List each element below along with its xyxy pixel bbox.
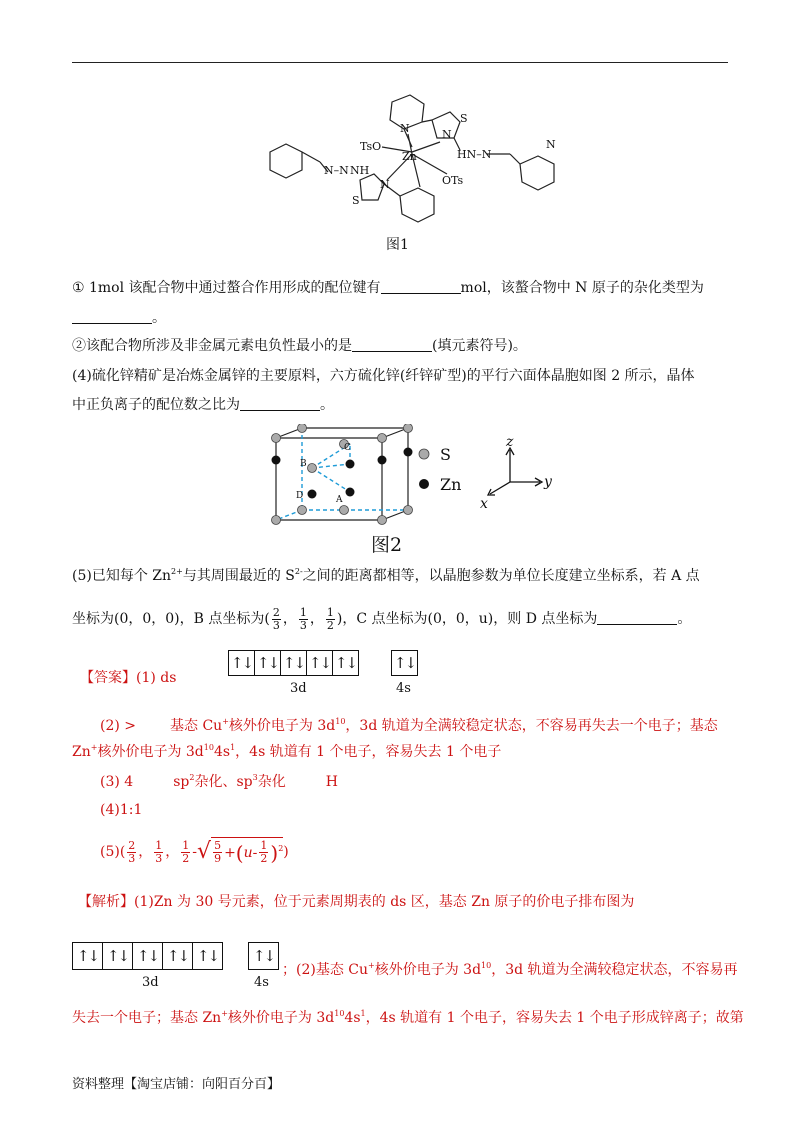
fig2-legend-zn: Zn	[440, 475, 462, 494]
orbital-box: ↑↓	[334, 654, 357, 672]
analysis-orbital-3d	[72, 942, 223, 970]
q1-line3: ②该配合物所涉及非金属元素电负性最小的是 (填元素符号)。	[72, 338, 527, 354]
answer-line1: 【答案】(1) ds	[80, 670, 177, 686]
orbital-box: ↑↓	[252, 947, 275, 965]
fig1-label-s-lower: S	[352, 194, 360, 207]
fig2-point-a: A	[336, 495, 343, 505]
analysis-orbital-4s	[248, 942, 279, 970]
fig2-axis-y: y	[544, 474, 552, 490]
fig2-axis-z: z	[506, 434, 514, 450]
fig1-label-ots: OTs	[442, 174, 464, 187]
q4-line1: (4)硫化锌精矿是冶炼金属锌的主要原料，六方硫化锌(纤锌矿型)的平行六面体晶胞如图 2 所示，晶体	[72, 368, 695, 384]
orbital-diagram-3d	[228, 650, 359, 676]
fig2-legend-s: S	[440, 445, 451, 464]
orbital-box: ↑↓	[133, 943, 163, 969]
orbital-box: ↑↓	[196, 947, 219, 965]
orbital-box: ↑↓	[103, 943, 133, 969]
analysis-label-3d: 3d	[142, 975, 159, 990]
analysis-line2: ；(2)基态 Cu+核外价电子为 $3d^{10}$，3d 轨道为全满较稳定状态，不容易再	[282, 961, 738, 978]
orbital-label-3d: 3d	[290, 681, 307, 696]
fraction: $\frac{2}{3}$	[272, 605, 280, 632]
q5-line2: 坐标为(0，0，0)，B 点坐标为( $\frac{2}{3}$ ， $\frac{1}{3}$ ， $\frac{1}{2}$ )，C 点坐标为(0，0，u)，则 D 点坐标为 。	[72, 605, 692, 632]
fig2-point-d: D	[296, 491, 304, 501]
fig2-point-c: C	[344, 443, 351, 453]
figure-2-unit-cell	[262, 424, 572, 532]
answer-blank[interactable]	[597, 610, 677, 625]
fig1-label-hnn: HN–N	[457, 148, 492, 161]
sqrt-sign: √	[197, 839, 212, 864]
fig2-point-b: B	[300, 459, 307, 469]
header-rule	[72, 62, 728, 63]
q4-line2: 中正负离子的配位数之比为 。	[72, 397, 334, 413]
orbital-box: ↑↓	[281, 651, 307, 675]
analysis-tag: 【解析】	[78, 894, 134, 910]
orbital-box: ↑↓	[255, 651, 281, 675]
answer-blank[interactable]	[72, 309, 152, 324]
analysis-line3: 失去一个电子；基态 Zn+核外价电子为 $3d^{10}4s^1$，4s 轨道有 1 个电子，容易失去 1 个电子形成锌离子；故第	[72, 1009, 744, 1026]
fig1-label-tso: TsO	[360, 140, 382, 153]
analysis-label-4s: 4s	[254, 975, 269, 990]
answer-blank[interactable]	[240, 396, 320, 411]
fig1-label-zn: Zn	[402, 150, 417, 163]
fig1-label-n-upper: N	[400, 122, 410, 135]
fraction: $\frac{1}{2}$	[260, 839, 268, 865]
fraction: $\frac{5}{9}$	[214, 839, 222, 865]
fig1-label-n-right: N	[546, 138, 556, 151]
fig1-label-n-thiazole: N	[442, 128, 452, 141]
figure-1-structure	[262, 92, 562, 252]
orbital-diagram-4s	[391, 650, 418, 676]
fig1-label-s-upper: S	[460, 112, 468, 125]
answer-line4: (3) 4 $sp^2$杂化、$sp^3$杂化 H	[100, 773, 338, 790]
answer-blank[interactable]	[352, 337, 432, 352]
orbital-box: ↑↓	[393, 654, 416, 672]
answer-line2: (2) > 基态 Cu+核外价电子为 $3d^{10}$，3d 轨道为全满较稳定状态，不容易再失去一个电子；基态	[100, 717, 718, 734]
fraction: $\frac{1}{3}$	[299, 605, 307, 632]
fig2-axis-x: x	[480, 496, 488, 512]
orbital-box: ↑↓	[229, 651, 255, 675]
q1-line2: 。	[72, 308, 166, 328]
answer-line3: Zn+核外价电子为 $3d^{10}4s^1$，4s 轨道有 1 个电子，容易失去 1 个电子	[72, 743, 502, 760]
fraction: $\frac{2}{3}$	[128, 838, 136, 865]
footer-source: 资料整理【淘宝店铺：向阳百分百】	[72, 1077, 281, 1092]
answer-blank[interactable]	[381, 279, 461, 294]
answer-tag: 【答案】	[80, 670, 136, 686]
fraction: $\frac{1}{2}$	[182, 838, 190, 865]
fraction: $\frac{1}{3}$	[155, 838, 163, 865]
answer-line5: (4)1:1	[100, 802, 143, 818]
analysis-line1: 【解析】(1)Zn 为 30 号元素，位于元素周期表的 ds 区，基态 Zn 原子的价电子排布图为	[78, 894, 635, 910]
orbital-label-4s: 4s	[396, 681, 411, 696]
q1-line1: ① 1mol 该配合物中通过螯合作用形成的配位键有 mol，该螯合物中 N 原子的杂化类型为	[72, 280, 704, 296]
orbital-box: ↑↓	[307, 651, 333, 675]
q5-line1: (5)已知每个 $Zn^{2+}$与其周围最近的 $S^{2-}$之间的距离都相等，以晶胞参数为单位长度建立坐标系，若 A 点	[72, 567, 700, 584]
sqrt-body: $\frac{5}{9}$ +(u- $\frac{1}{2}$ )$^2$	[211, 837, 283, 868]
figure-1-caption: 图1	[386, 237, 409, 253]
fig1-label-nn-left: N–N	[324, 164, 349, 177]
orbital-box: ↑↓	[163, 943, 193, 969]
orbital-box: ↑↓	[73, 943, 103, 969]
fig1-label-nh: NH	[350, 164, 370, 177]
fraction: $\frac{1}{2}$	[326, 605, 334, 632]
fig1-label-n-lower: N	[380, 178, 390, 191]
figure-2-caption: 图2	[371, 534, 403, 556]
answer-line6: (5)( $\frac{2}{3}$ ， $\frac{1}{3}$ ， $\frac{1}{2}$ -√ $\frac{5}{9}$ +(u- $\frac{1}{2}$ )$^2$)	[100, 830, 289, 874]
